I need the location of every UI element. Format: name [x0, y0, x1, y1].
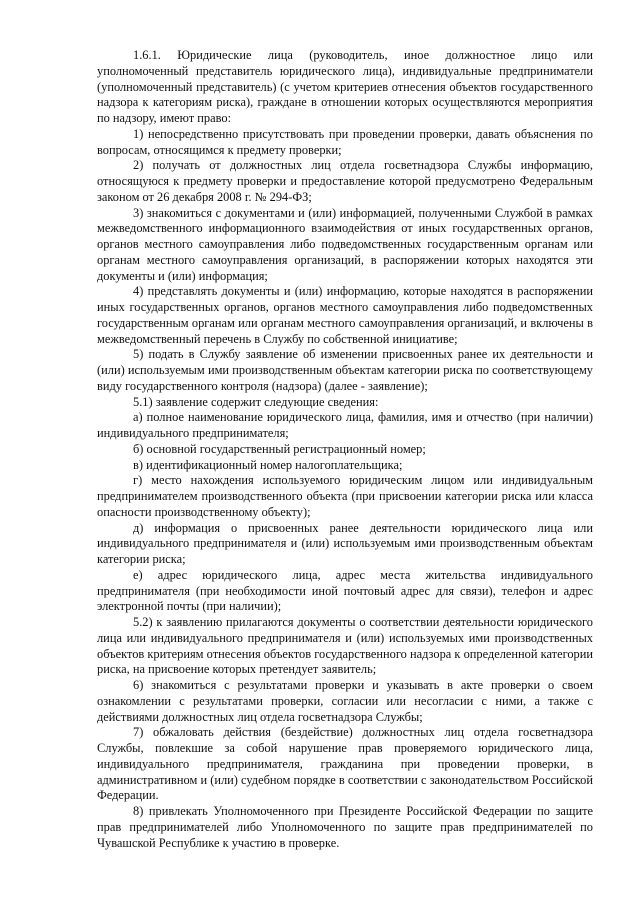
paragraph-item-7: 7) обжаловать действия (бездействие) должностных лиц отдела госветнадзора Службы, повлекшие за собой нарушение прав проверяемого юридического лица, индивидуального предпринимателя, гражданина при проведении проверки, в административном и (или) судебном порядке в соответствии с законодательством Российской Федерации. — [97, 725, 593, 803]
paragraph-subitem-d: д) информация о присвоенных ранее деятельности юридического лица или индивидуального предпринимателя и (или) используемым ими производственным объектам категории риска; — [97, 520, 593, 566]
paragraph-item-5-2: 5.2) к заявлению прилагаются документы о соответствии деятельности юридического лица или индивидуального предпринимателя и (или) используемых ими производственных объектов критериям отнесения объектов государственного надзора к определенной категории риска, на присвоение которых претендует заявитель; — [97, 615, 593, 677]
paragraph-1-6-1-rights-intro: 1.6.1. Юридические лица (руководитель, иное должностное лицо или уполномоченный представитель юридического лица), индивидуальные предприниматели (уполномоченный представитель) (с учетом критериев отнесения объектов государственного надзора к категориям риска), граждане в отношении которых осуществляются мероприятия по надзору, имеют право: — [97, 48, 593, 125]
document-page — [97, 48, 593, 851]
paragraph-subitem-e: е) адрес юридического лица, адрес места жительства индивидуального предпринимателя (при необходимости иной почтовый адрес для связи), телефон и адрес электронной почты (при наличии); — [97, 567, 593, 614]
paragraph-item-1: 1) непосредственно присутствовать при проведении проверки, давать объяснения по вопросам, относящимся к предмету проверки; — [97, 126, 593, 157]
paragraph-item-6: 6) знакомиться с результатами проверки и указывать в акте проверки о своем ознакомлении с результатами проверки, согласии или несогласии с ними, а также с действиями должностных лиц отдела госветнадзора Службы; — [97, 678, 593, 724]
paragraph-item-2: 2) получать от должностных лиц отдела госветнадзора Службы информацию, относящуюся к предмету проверки и предоставление которой предусмотрено Федеральным законом от 26 декабря 2008 г. № 294-ФЗ; — [97, 158, 593, 204]
paragraph-subitem-a: а) полное наименование юридического лица, фамилия, имя и отчество (при наличии) индивидуального предпринимателя; — [97, 410, 593, 440]
paragraph-item-8: 8) привлекать Уполномоченного при Президенте Российской Федерации по защите прав предпринимателей либо Уполномоченного по защите прав предпринимателей по Чувашской Республике к участию в проверке. — [97, 804, 593, 850]
paragraph-item-4: 4) представлять документы и (или) информацию, которые находятся в распоряжении иных государственных органов, органов местного самоуправления либо подведомственных государственным органам или органам местного самоуправления организаций, и включены в межведомственный перечень в Службу по собственной инициативе; — [97, 284, 593, 346]
paragraph-subitem-g: г) место нахождения используемого юридическим лицом или индивидуальным предпринимателем производственного объекта (при присвоении категории риска или класса опасности производственному объекту); — [97, 473, 593, 519]
paragraph-subitem-b: б) основной государственный регистрационный номер; — [133, 441, 426, 456]
paragraph-item-3: 3) знакомиться с документами и (или) информацией, полученными Службой в рамках межведомственного информационного взаимодействия от иных государственных органов, органов местного самоуправления либо подведомственных государственным органам или органам местного самоуправления организаций, в распоряжении которых находятся эти документы и (или) информация; — [97, 205, 593, 283]
paragraph-item-5: 5) подать в Службу заявление об изменении присвоенных ранее их деятельности и (или) используемым ими производственным объектам категории риска по соответствующему виду государственного контроля (надзора) (далее - заявление); — [97, 347, 593, 393]
paragraph-subitem-v: в) идентификационный номер налогоплательщика; — [133, 457, 403, 472]
paragraph-item-5-1: 5.1) заявление содержит следующие сведения: — [133, 394, 379, 409]
